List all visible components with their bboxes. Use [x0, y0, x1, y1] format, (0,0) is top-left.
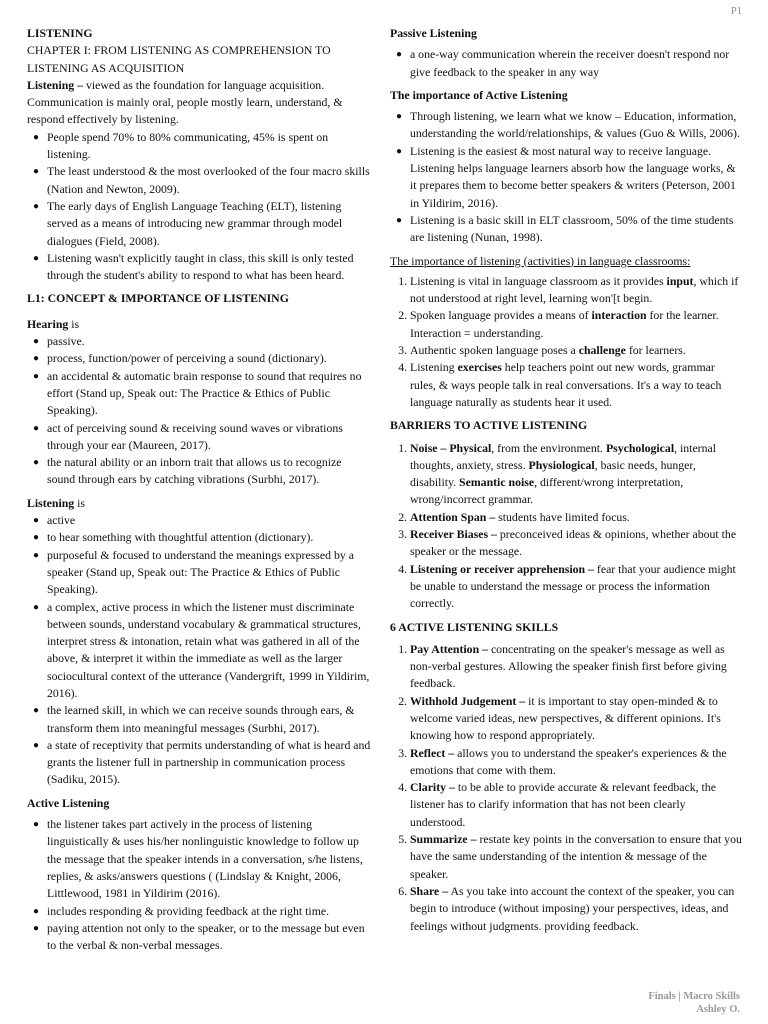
- list-item: ● a state of receptivity that permits understanding of what is heard and grants the listener full in partnership in communication process (Sadiku, 2015).: [33, 737, 371, 787]
- intro-bullet-list: [27, 129, 372, 285]
- list-item: 6. Share – As you take into account the context of the speaker, you can begin to introduce (without imposing) your perspectives, ideas, and feelings without judgments. providing feedback.: [410, 883, 742, 935]
- list-item: 4. Listening or receiver apprehension – fear that your audience might be unable to understand the message or process the information correctly.: [410, 561, 742, 613]
- classroom-numbered-list: [390, 273, 742, 411]
- passive-listening-heading: Passive Listening: [390, 26, 477, 40]
- page-footer: [648, 990, 740, 1016]
- list-item: ● act of perceiving sound & receiving sound waves or vibrations through your ear (Maureen, 2017).: [33, 420, 343, 452]
- bullet-icon: ●: [33, 905, 40, 917]
- list-item: ● The least understood & the most overlooked of the four macro skills (Nation and Newton, 2009).: [33, 164, 370, 196]
- section-heading-l1: L1: CONCEPT & IMPORTANCE OF LISTENING: [27, 291, 289, 306]
- active-bullet-list: [27, 816, 372, 954]
- list-item: 1. Noise – Physical, from the environment. Psychological, internal thoughts, anxiety, stress. Physiological, basic needs, hunger, disability. Semantic noise, different/wrong interpretation, wrong/incorrect grammar.: [410, 440, 742, 509]
- list-item: ● purposeful & focused to understand the meanings expressed by a speaker (Stand up, Speak out: The Practice & Ethics of Public Speaking).: [33, 547, 354, 597]
- list-item: ● passive.: [47, 333, 372, 350]
- intro-paragraph: [27, 77, 372, 129]
- bullet-icon: ●: [33, 166, 40, 178]
- bullet-icon: ●: [33, 200, 40, 212]
- listening-heading: Listening is: [27, 495, 86, 510]
- bullet-icon: ●: [396, 145, 403, 157]
- list-item: ● process, function/power of perceiving a sound (dictionary).: [47, 350, 372, 367]
- bullet-icon: ●: [396, 49, 403, 61]
- bullet-icon: ●: [33, 353, 40, 365]
- passive-bullet-list: [390, 46, 742, 81]
- list-item: ● active: [47, 512, 372, 529]
- intro-term: Listening –: [27, 77, 84, 92]
- list-item: ● to hear something with thoughtful attention (dictionary).: [47, 529, 372, 546]
- classroom-heading: The importance of listening (activities) in language classrooms:: [390, 253, 691, 268]
- list-item: 1. Listening is vital in language classroom as it provides input, which if not understood at right level, learning won'[t begin.: [410, 273, 742, 308]
- list-item: 4. Listening exercises help teachers point out new words, grammar rules, & ways people talk in real conversations. It's a way to teach language naturally as students hear it used.: [410, 359, 742, 411]
- active-listening-heading: Active Listening: [27, 795, 110, 810]
- list-item: ● includes responding & providing feedback at the right time.: [47, 903, 372, 920]
- list-item: ● Through listening, we learn what we know – Education, information, understanding the world/relationships, & values (Guo & Wills, 2006).: [396, 109, 740, 141]
- bullet-icon: ●: [33, 549, 40, 561]
- bullet-icon: ●: [33, 922, 40, 934]
- list-item: ● paying attention not only to the speaker, or to the message but even to the verbal & non-verbal messages.: [33, 920, 365, 953]
- skills-heading: 6 ACTIVE LISTENING SKILLS: [390, 619, 559, 634]
- list-item: 2. Withhold Judgement – it is important to stay open-minded & to welcome varied ideas, new perspectives, & different opinions. It's knowing how to respond appropriately.: [410, 693, 742, 745]
- bullet-icon: ●: [33, 601, 40, 613]
- list-item: 2. Attention Span – students have limited focus.: [410, 509, 742, 526]
- importance-bullet-list: [390, 108, 742, 246]
- hearing-heading: Hearing is: [27, 316, 80, 331]
- list-item: 3. Receiver Biases – preconceived ideas & opinions, whether about the speaker or the message.: [410, 526, 742, 561]
- barriers-numbered-list: [390, 440, 742, 613]
- bullet-icon: ●: [33, 336, 40, 348]
- intro-text: viewed as the foundation for language acquisition. Communication is mainly oral, people mostly learn, understand, & respond effectively by listening.: [27, 77, 343, 127]
- list-item: ● a complex, active process in which the listener must discriminate between sounds, understand vocabulary & grammatical structures, interpret stress & intonation, retain what was gathered in all of the above, & interpret it within the immediate as well as the larger sociocultural context of the utterance (Vandergrift, 1999 in Yildirim, 2016).: [33, 599, 370, 700]
- document-title: LISTENING: [27, 26, 93, 40]
- left-column: [27, 25, 372, 960]
- list-item: ● the learned skill, in which we can receive sounds through ears, & transform them into meaningful messages (Surbhi, 2017).: [33, 703, 355, 735]
- hearing-bullet-list: [27, 333, 372, 489]
- bullet-icon: ●: [33, 422, 40, 434]
- list-item: ● The early days of English Language Teaching (ELT), listening served as a means of introducing new grammar through model dialogues (Field, 2008).: [33, 198, 343, 248]
- bullet-icon: ●: [33, 739, 40, 751]
- footer-author: Ashley O.: [696, 1004, 740, 1015]
- list-item: ● an accidental & automatic brain response to sound that requires no effort (Stand up, Speak out: The Practice & Ethics of Public Speaking).: [33, 368, 362, 418]
- list-item: ● a one-way communication wherein the receiver doesn't respond nor give feedback to the speaker in any way: [396, 47, 730, 79]
- bullet-icon: ●: [33, 131, 40, 143]
- importance-heading: The importance of Active Listening: [390, 87, 568, 102]
- bullet-icon: ●: [33, 532, 40, 544]
- list-item: ● People spend 70% to 80% communicating, 45% is spent on listening.: [33, 129, 329, 162]
- list-item: ● the listener takes part actively in the process of listening linguistically & uses his/her nonlinguistic knowledge to follow up the message that the speaker intends in a conversation, s/he listens, replies, & asks/answers questions ( (Lindslay & Knight, 2006, Littlewood, 1981 in Yildirim (2016).: [33, 817, 363, 901]
- list-item: 1. Pay Attention – concentrating on the speaker's message as well as non-verbal gestures. Allowing the speaker finish first before giving feedback.: [410, 641, 742, 693]
- list-item: 5. Summarize – restate key points in the conversation to ensure that you have the same understanding of the intention & message of the speaker.: [410, 831, 742, 883]
- list-item: 4. Clarity – to be able to provide accurate & relevant feedback, the listener has to clarify information that has not been clearly understood.: [410, 779, 742, 831]
- chapter-heading: CHAPTER I: FROM LISTENING AS COMPREHENSION TO LISTENING AS ACQUISITION: [27, 43, 331, 75]
- barriers-heading: BARRIERS TO ACTIVE LISTENING: [390, 418, 588, 433]
- list-item: ● Listening is the easiest & most natural way to receive language. Listening helps language learners absorb how the language works, & it prepares them to become better speakers & writers (Peterson, 2001 in Yildirim, 2016).: [396, 143, 736, 210]
- bullet-icon: ●: [33, 515, 40, 527]
- bullet-icon: ●: [33, 705, 40, 717]
- bullet-icon: ●: [33, 457, 40, 469]
- listening-bullet-list: [27, 512, 372, 789]
- list-item: 3. Reflect – allows you to understand the speaker's experiences & the emotions that come with them.: [410, 745, 742, 780]
- skills-numbered-list: [390, 641, 742, 935]
- right-column: [390, 25, 742, 941]
- list-item: ● Listening wasn't explicitly taught in class, this skill is only tested through the student's ability to respond to what has been heard.: [33, 250, 354, 283]
- list-item: 2. Spoken language provides a means of interaction for the learner. Interaction = understanding.: [410, 307, 742, 342]
- footer-course: Finals | Macro Skills: [648, 991, 740, 1002]
- list-item: ● the natural ability or an inborn trait that allows us to recognize sound through ears by catching vibrations (Surbhi, 2017).: [33, 455, 342, 487]
- bullet-icon: ●: [396, 111, 403, 123]
- bullet-icon: ●: [396, 214, 403, 226]
- page-number: P1: [730, 6, 742, 17]
- bullet-icon: ●: [33, 252, 40, 264]
- bullet-icon: ●: [33, 370, 40, 382]
- list-item: ● Listening is a basic skill in ELT classroom, 50% of the time students are listening (Nunan, 1998).: [396, 212, 734, 245]
- bullet-icon: ●: [33, 819, 40, 831]
- list-item: 3. Authentic spoken language poses a challenge for learners.: [410, 342, 742, 359]
